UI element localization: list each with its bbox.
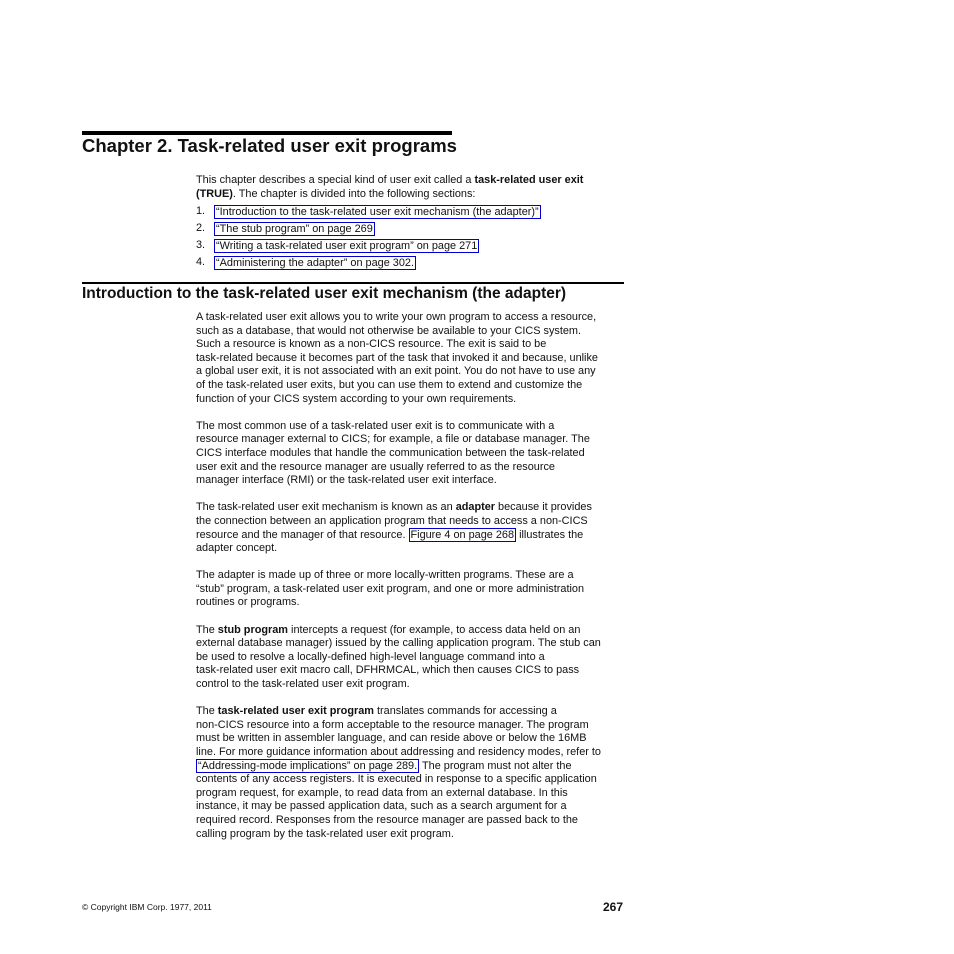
section-list — [196, 203, 541, 271]
addressing-mode-link[interactable]: “Addressing-mode implications” on page 289. — [198, 759, 418, 772]
toc-link-introduction[interactable]: “Introduction to the task-related user exit mechanism (the adapter)” — [216, 205, 539, 218]
term-adapter: adapter — [455, 501, 496, 514]
toc-link-administering[interactable]: “Administering the adapter” on page 302. — [216, 256, 414, 269]
chapter-title: Chapter 2. Task-related user exit programs — [82, 135, 457, 156]
toc-link-writing-program[interactable]: “Writing a task-related user exit program” on page 271 — [216, 239, 478, 252]
term-true-program: task-related user exit program — [217, 705, 374, 718]
list-item: 1. “Introduction to the task-related user exit mechanism (the adapter)” — [196, 204, 539, 218]
section-title: Introduction to the task-related user exit mechanism (the adapter) — [82, 285, 567, 302]
list-item: 3. “Writing a task-related user exit program” on page 271 — [196, 238, 478, 252]
term-true: task-related user exit — [474, 174, 584, 186]
paragraph-adapter: The task-related user exit mechanism is known as an adapter because it provides the connection between an application program that needs to access a non-CICS resource and the manager of that resource. Figure 4 on page 268 illustrates the adapter concept. — [196, 501, 592, 555]
term-stub-program: stub program — [217, 623, 288, 636]
paragraph-true-program: The task-related user exit program translates commands for accessing a non-CICS resource into a form acceptable to the resource manager. The program must be written in assembler language, and can reside above or below the 16MB line. For more guidance information about addressing and residency modes, refer to “Addressing-mode implications” on page 289. The program must not alter the contents of any access registers. It is executed in response to a specific application program request, for example, to read data from an external database. In this instance, it may be passed application data, such as a search argument for a required record. Responses from the resource manager are passed back to the calling program by the task-related user exit program. — [196, 705, 601, 840]
paragraph-common-use: The most common use of a task-related user exit is to communicate with a resource manager external to CICS; for example, a file or database manager. The CICS interface modules that handle the communication between the task-related user exit and the resource manager are usually referred to as the resource manager interface (RMI) or the task-related user exit interface. — [196, 419, 590, 487]
toc-link-stub-program[interactable]: “The stub program” on page 269 — [216, 222, 373, 235]
copyright: © Copyright IBM Corp. 1977, 2011 — [82, 902, 212, 912]
list-item: 2. “The stub program” on page 269 — [196, 221, 373, 235]
intro-line-2: (TRUE). The chapter is divided into the following sections: — [196, 187, 476, 200]
paragraph-components: The adapter is made up of three or more locally-written programs. These are a “stub” program, a task-related user exit program, and one or more administration routines or programs. — [196, 569, 585, 609]
intro-line-1: This chapter describes a special kind of user exit called a task-related user exit — [196, 174, 584, 186]
list-item: 4. “Administering the adapter” on page 302. — [196, 255, 414, 269]
term-true-abbrev: (TRUE) — [196, 187, 233, 200]
paragraph-overview: A task-related user exit allows you to write your own program to access a resource, such as a database, that would not otherwise be available to your CICS system. Such a resource is known as a non-CICS resource. The exit is said to be task-related because it becomes part of the task that invoked it and because, unlike a global user exit, it is not associated with an exit point. You do not have to use any of the task-related user exits, but you can use them to extend and customize the function of your CICS system according to your own requirements. — [196, 311, 598, 405]
paragraph-stub-program: The stub program intercepts a request (for example, to access data held on an external database manager) issued by the calling application program. The stub can be used to resolve a locally-defined high-level language command into a task-related user exit macro call, DFHRMCAL, which then causes CICS to pass control to the task-related user exit program. — [196, 623, 601, 691]
figure-4-link[interactable]: Figure 4 on page 268 — [410, 528, 515, 541]
page-number: 267 — [603, 900, 624, 914]
section-body — [196, 311, 601, 855]
chapter-intro — [196, 174, 583, 201]
